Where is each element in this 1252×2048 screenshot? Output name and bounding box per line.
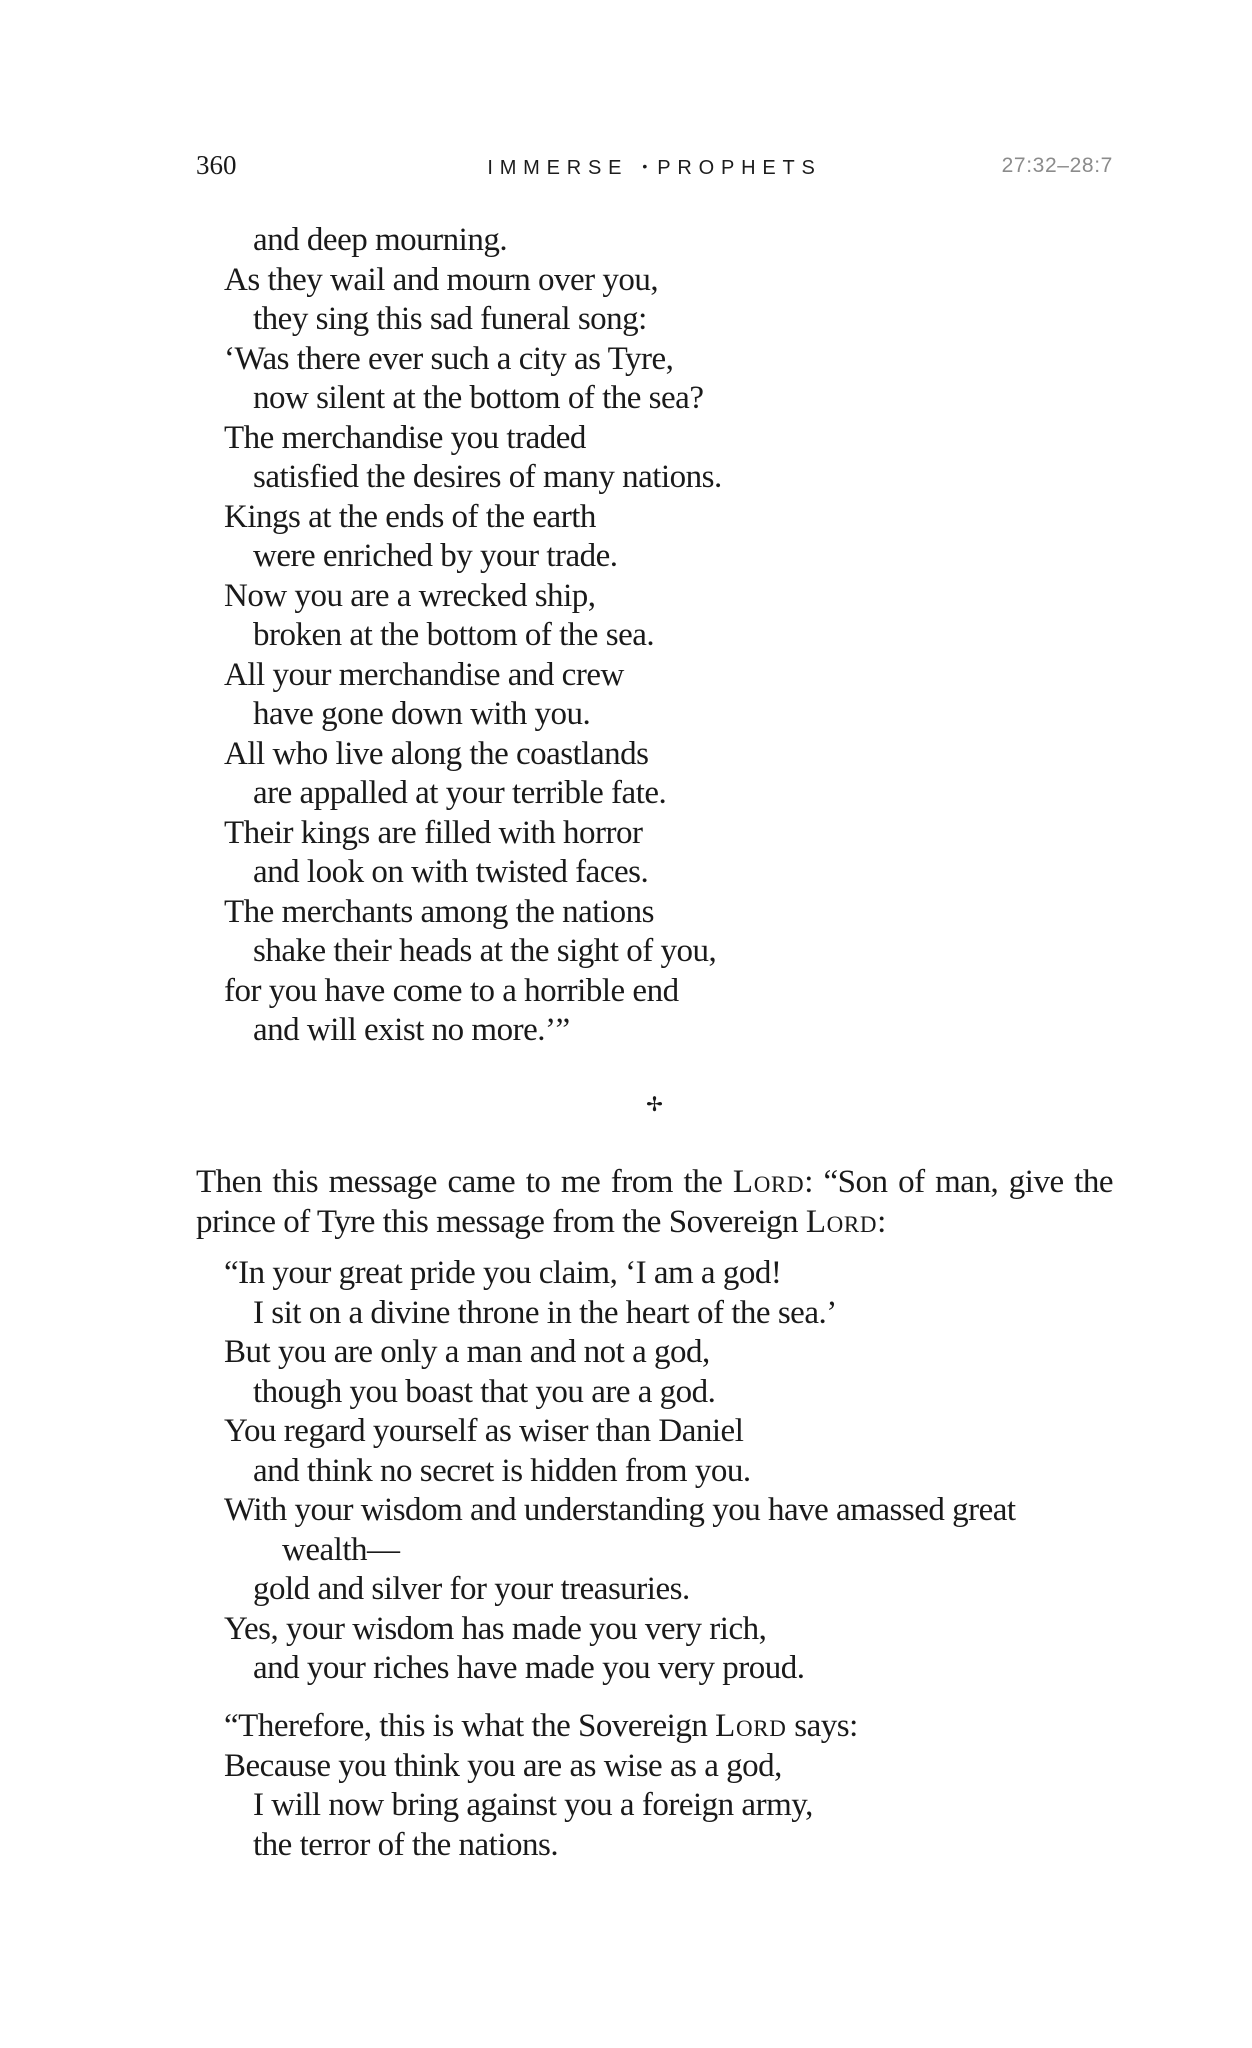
poetry-section	[196, 221, 1113, 1051]
text-run: With your wisdom and understanding you have amassed great	[224, 1492, 1016, 1528]
verse-range: 27:32–28:7	[1001, 154, 1113, 177]
poetry-line	[196, 261, 1113, 301]
poetry-line	[196, 1826, 1113, 1866]
poetry-line	[196, 577, 1113, 617]
poetry-line	[196, 221, 1113, 261]
poetry-line	[196, 814, 1113, 854]
poetry-line	[196, 972, 1113, 1012]
text-run: gold and silver for your treasuries.	[253, 1571, 690, 1607]
text-run: for you have come to a horrible end	[224, 972, 679, 1009]
text-run: says:	[786, 1708, 858, 1744]
poetry-section	[196, 1254, 1113, 1689]
poetry-line	[196, 893, 1113, 933]
poetry-line	[196, 1412, 1113, 1452]
poetry-line	[196, 1707, 1113, 1747]
text-run: You regard yourself as wiser than Daniel	[224, 1413, 744, 1449]
text-run: As they wail and mourn over you,	[224, 261, 659, 298]
poetry-line	[196, 1531, 1113, 1571]
poetry-line	[196, 1333, 1113, 1373]
text-run: now silent at the bottom of the sea?	[253, 380, 704, 416]
poetry-line	[196, 340, 1113, 380]
poetry-line	[196, 379, 1113, 419]
text-run: ‘Was there ever such a city as Tyre,	[224, 340, 674, 377]
poetry-line	[196, 1373, 1113, 1413]
poetry-line	[196, 774, 1113, 814]
poetry-line	[196, 853, 1113, 893]
section-divider	[196, 1083, 1113, 1123]
small-caps-lord: Lord	[715, 1708, 787, 1744]
small-caps-lord: Lord	[805, 1204, 878, 1240]
poetry-line	[196, 1011, 1113, 1051]
text-run: prince of Tyre this message from the Sovereign	[196, 1204, 806, 1240]
poetry-line	[196, 498, 1113, 538]
poetry-line	[196, 1610, 1113, 1650]
text-run: and will exist no more.’”	[253, 1012, 570, 1048]
text-run: broken at the bottom of the sea.	[253, 617, 655, 653]
text-run: have gone down with you.	[253, 696, 591, 732]
text-run: Because you think you are as wise as a god,	[224, 1747, 782, 1784]
text-run: satisfied the desires of many nations.	[253, 459, 722, 495]
running-head-edition: IMMERSE	[487, 157, 629, 179]
text-run: the terror of the nations.	[253, 1826, 559, 1863]
text-run: I will now bring against you a foreign army,	[253, 1787, 813, 1823]
text-run: Then this message came to me from the	[196, 1164, 733, 1200]
text-run: :	[877, 1204, 886, 1240]
text-run: and deep mourning.	[253, 222, 508, 258]
text-run: shake their heads at the sight of you,	[253, 933, 717, 969]
text-run: though you boast that you are a god.	[253, 1373, 716, 1410]
text-run: wealth—	[282, 1531, 400, 1568]
poetry-line	[196, 616, 1113, 656]
text-run: But you are only a man and not a god,	[224, 1334, 710, 1370]
text-run: I sit on a divine throne in the heart of the sea.’	[253, 1294, 837, 1331]
cross-divider-icon: ✢	[646, 1094, 663, 1116]
poetry-line	[196, 1747, 1113, 1787]
poetry-line	[196, 695, 1113, 735]
poetry-line	[196, 458, 1113, 498]
text-run: Now you are a wrecked ship,	[224, 577, 596, 614]
running-head-section: PROPHETS	[657, 157, 822, 179]
text-run: and look on with twisted faces.	[253, 854, 649, 890]
poetry-line	[196, 300, 1113, 340]
text-run: and your riches have made you very proud.	[253, 1650, 805, 1686]
poetry-line	[196, 932, 1113, 972]
text-run: “In your great pride you claim, ‘I am a god!	[224, 1255, 782, 1291]
poetry-line	[196, 1649, 1113, 1689]
poetry-line	[196, 656, 1113, 696]
prose-line	[196, 1202, 1113, 1242]
text-run: Kings at the ends of the earth	[224, 498, 596, 535]
text-run: “Therefore, this is what the Sovereign	[224, 1708, 716, 1744]
text-run: and think no secret is hidden from you.	[253, 1452, 751, 1489]
text-run: The merchandise you traded	[224, 419, 586, 456]
poetry-line	[196, 1570, 1113, 1610]
poetry-line	[196, 419, 1113, 459]
text-run: they sing this sad funeral song:	[253, 301, 647, 337]
prose-line	[196, 1162, 1113, 1202]
text-run: were enriched by your trade.	[253, 538, 618, 574]
text-run: Their kings are filled with horror	[224, 814, 643, 851]
poetry-line	[196, 1491, 1113, 1531]
poetry-line	[196, 735, 1113, 775]
poetry-line	[196, 1254, 1113, 1294]
poetry-section	[196, 1707, 1113, 1865]
poetry-line	[196, 1294, 1113, 1334]
text-run: All who live along the coastlands	[224, 735, 649, 772]
small-caps-lord: Lord	[732, 1164, 805, 1200]
poetry-line	[196, 1786, 1113, 1826]
text-run: : “Son of man, give the	[804, 1164, 1113, 1200]
text-run: are appalled at your terrible fate.	[253, 775, 667, 811]
text-run: Yes, your wisdom has made you very rich,	[224, 1610, 767, 1647]
poetry-line	[196, 537, 1113, 577]
bullet-separator-icon: •	[642, 158, 648, 174]
text-run: The merchants among the nations	[224, 893, 655, 930]
page-number: 360	[196, 150, 237, 180]
text-run: All your merchandise and crew	[224, 656, 624, 693]
prose-section	[196, 1162, 1113, 1242]
poetry-line	[196, 1452, 1113, 1492]
